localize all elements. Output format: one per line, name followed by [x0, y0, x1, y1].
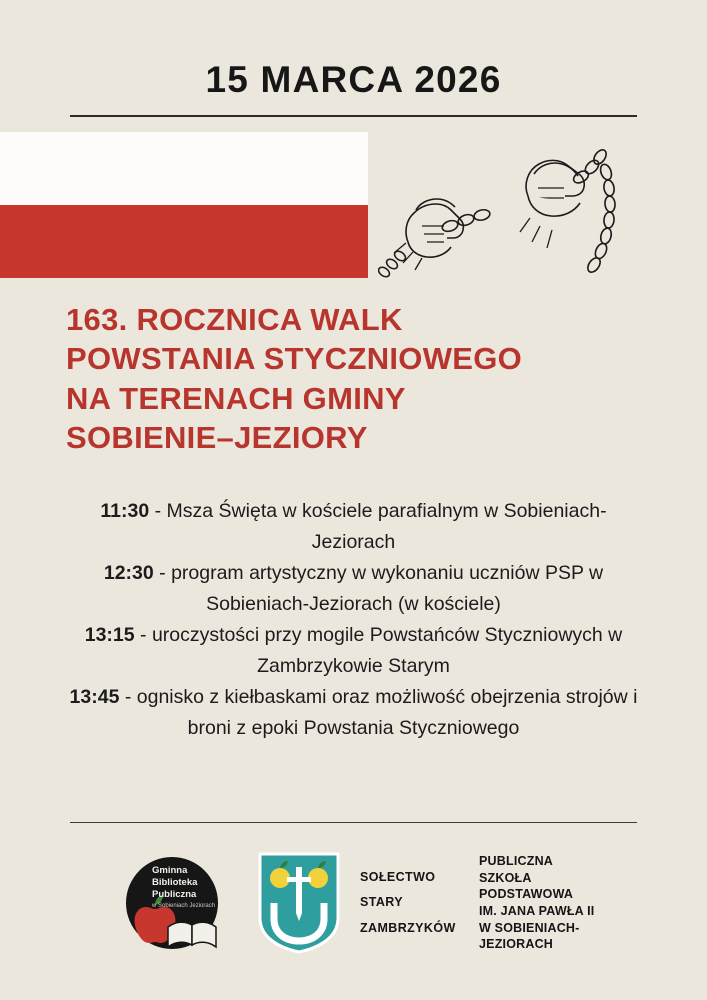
- flag-red-stripe: [0, 205, 368, 278]
- schedule-text: - uroczystości przy mogile Powstańców Styczniowych w Zambrzykowie Starym: [134, 624, 623, 677]
- library-logo-line-4: w Sobieniach Jeziorach: [152, 903, 216, 909]
- date-header: [70, 60, 637, 117]
- title-line-3: NA TERENACH GMINY: [66, 380, 406, 416]
- solectwo-line-2: STARY: [360, 895, 403, 910]
- library-logo-line-2: Biblioteka: [152, 877, 198, 888]
- schedule-text: - Msza Święta w kościele parafialnym w Sobieniach-Jeziorach: [149, 500, 607, 553]
- library-logo-line-3: Publiczna: [152, 889, 197, 900]
- school-line-3: PODSTAWOWA: [479, 887, 574, 902]
- footer-logos: [70, 838, 650, 968]
- schedule-time: 12:30: [103, 562, 154, 584]
- polish-flag: [0, 132, 368, 278]
- library-logo-line-1: Gminna: [152, 865, 188, 876]
- hands-breaking-chains-icon: [378, 130, 638, 280]
- school-line-2: SZKOŁA: [479, 870, 532, 885]
- coat-of-arms-icon: [256, 851, 342, 955]
- solectwo-line-1: SOŁECTWO: [360, 869, 436, 884]
- school-line-1: PUBLICZNA: [479, 854, 554, 869]
- school-line-6: JEZIORACH: [479, 937, 554, 952]
- schedule-list: [62, 496, 645, 744]
- solectwo-label: [360, 865, 475, 942]
- schedule-item: [62, 496, 645, 558]
- schedule-item: [62, 558, 645, 620]
- title-line-1: 163. ROCZNICA WALK: [66, 302, 403, 337]
- header-divider: [70, 115, 637, 117]
- library-logo-icon: [110, 847, 234, 959]
- schedule-time: 13:45: [69, 686, 120, 708]
- title-line-4: SOBIENIE–JEZIORY: [66, 420, 368, 456]
- schedule-time: 13:15: [84, 624, 135, 646]
- footer-divider: [70, 822, 637, 823]
- schedule-item: [62, 682, 645, 744]
- schedule-text: - ognisko z kiełbaskami oraz możliwość obejrzenia strojów i broni z epoki Powstania Styczniowego: [119, 686, 638, 739]
- schedule-time: 11:30: [100, 500, 150, 522]
- solectwo-line-3: ZAMBRZYKÓW: [360, 920, 456, 935]
- schedule-text: - program artystyczny w wykonaniu uczniów PSP w Sobieniach-Jeziorach (w kościele): [153, 562, 604, 615]
- school-line-5: W SOBIENIACH-: [479, 920, 580, 935]
- flag-white-stripe: [0, 132, 368, 205]
- event-date: 15 MARCA 2026: [205, 59, 502, 100]
- school-label: [479, 853, 629, 953]
- schedule-item: [62, 620, 645, 682]
- school-line-4: IM. JANA PAWŁA II: [479, 904, 595, 918]
- title-line-2: POWSTANIA STYCZNIOWEGO: [66, 341, 523, 377]
- poster-title: [66, 300, 666, 457]
